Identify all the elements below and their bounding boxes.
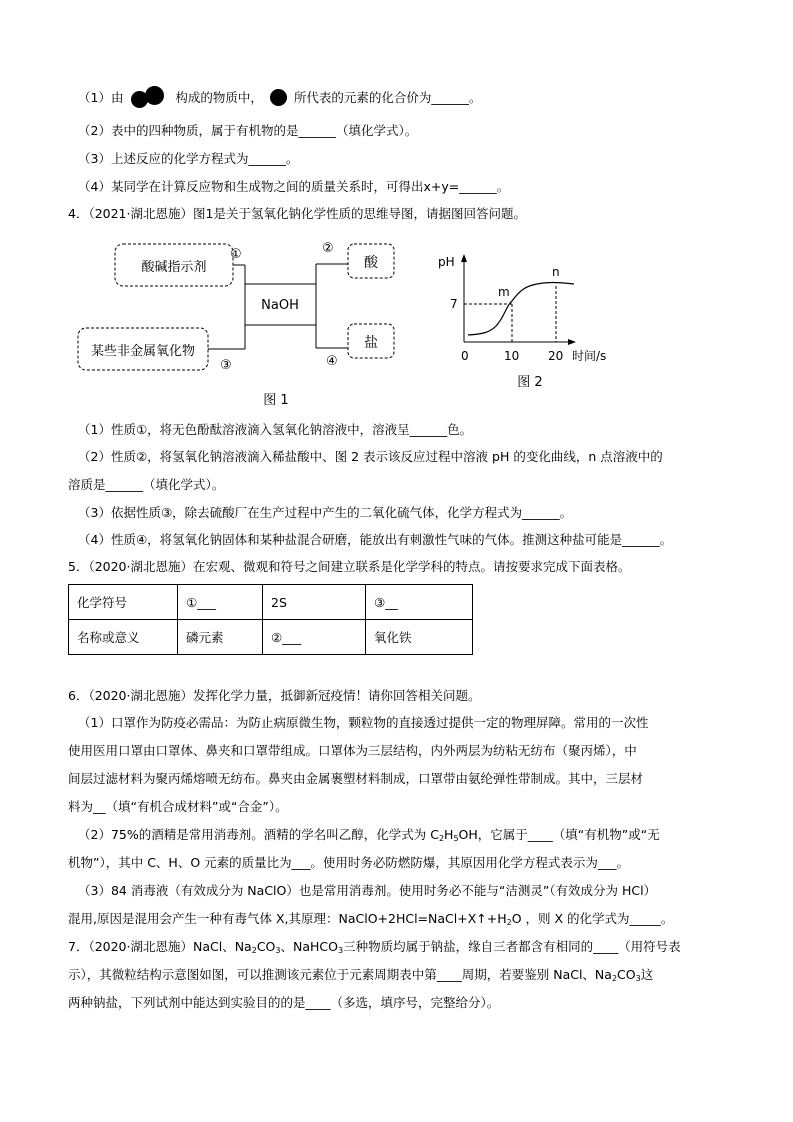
q6-p3b-post: O ，则 X 的化学式为_____。 [511,911,674,926]
q6-p3b-pre: 混用,原因是混用会产生一种有毒气体 X,其原理：NaClO+2HCl=NaCl+X↑+H [68,911,507,926]
q6-p2a-mid: H [444,827,454,842]
box-salt-label: 盐 [364,335,378,351]
sub: 2 [251,946,257,955]
q3-s1-pre: （1）由 [78,90,124,105]
sub: 3 [275,946,281,955]
q4-p4: （4）性质④，将氢氧化钠固体和某种盐混合研磨，能放出有刺激性气味的气体。推测这种盐可能是______。 [78,532,673,547]
q6-p1a: （1）口罩作为防疫必需品：为防止病原微生物，颗粒物的直接透过提供一定的物理屏障。常用的一次性 [78,715,649,730]
q7-l1 [68,938,681,960]
table-cell: 2S [263,585,366,620]
table-cell: 磷元素 [178,620,263,655]
sub: 2 [611,974,618,983]
num-3: ③ [220,358,232,373]
q7-l2-mid: CO [617,967,636,982]
fig2-curve [468,283,574,336]
q6-p2a [78,826,660,848]
q3-s1 [78,86,481,107]
sub: 3 [635,974,641,983]
table-cell: 氧化铁 [366,620,473,655]
q4-stem: 4．（2021·湖北恩施）图1是关于氢氧化钠化学性质的思维导图，请据图回答问题。 [68,206,526,221]
box-acid-label: 酸 [364,255,378,271]
num-4: ④ [326,354,338,369]
q6-p1b: 使用医用口罩由口罩体、鼻夹和口罩带组成。口罩体为三层结构，内外两层为纺粘无纺布（聚丙烯），中 [68,743,637,758]
q6-p3a: （3）84 消毒液（有效成分为 NaClO）也是常用消毒剂。使用时务必不能与“洁测灵”（有效成分为 HCl） [78,883,657,898]
q3-s1-mid: 构成的物质中， [175,90,263,105]
num-2: ② [322,241,334,256]
q4-p1: （1）性质①，将无色酚酞溶液滴入氢氧化钠溶液中，溶液呈______色。 [78,422,473,437]
q7-l2 [68,966,653,988]
num-1: ① [230,247,242,262]
sub: 3 [337,946,344,955]
q7-l2-post: 这 [640,967,654,982]
q7-l2-pre: 示），其微粒结构示意图如图，可以推测该元素位于元素周期表中第____周期，若要鉴别 NaCl、Na [68,967,612,982]
figure-2-ph-curve [432,246,612,396]
fig2-xlabel: 时间/s [572,349,607,363]
q3-s4: （4）某同学在计算反应物和生成物之间的质量关系时，可得出x+y=______。 [78,179,510,194]
q6-stem: 6．（2020·湖北恩施）发挥化学力量，抵御新冠疫情！请你回答相关问题。 [68,688,481,703]
q4-p2a: （2）性质②，将氢氧化钠溶液滴入稀盐酸中、图 2 表示该反应过程中溶液 pH 的变化曲线，n 点溶液中的 [78,449,663,464]
atom-icon [270,89,287,106]
q7-l1-pre: 7．（2020·湖北恩施）NaCl、Na [68,939,252,954]
table-cell: 名称或意义 [69,620,178,655]
table-cell: ①___ [178,585,263,620]
q7-l3: 两种钠盐，下列试剂中能达到实验目的的是____（多选，填序号，完整给分）。 [68,995,500,1010]
fig2-x20: 20 [548,349,564,363]
box-indicator-label: 酸碱指示剂 [141,260,207,275]
q4-p3: （3）依据性质③，除去硫酸厂在生产过程中产生的二氧化硫气体，化学方程式为______。 [78,505,573,520]
q6-p1d: 料为__（填“有机合成材料”或“合金”）。 [68,799,288,814]
q6-p2a-post: OH，它属于____（填“有机物”或“无 [458,827,660,842]
box-naoh-label: NaOH [261,298,299,313]
figure-2-caption: 图 2 [517,375,543,390]
table-cell: 化学符号 [69,585,178,620]
q6-p2b: 机物”），其中 C、H、O 元素的质量比为___。使用时务必防燃防爆，其原因用化学方程式表示为___。 [68,855,630,870]
q3-s3: （3）上述反应的化学方程式为______。 [78,151,299,166]
q7-l1-m1: CO [256,939,276,954]
figure-1-caption: 图 1 [263,393,289,406]
fig2-x10: 10 [504,349,520,363]
q6-p2a-pre: （2）75%的酒精是常用消毒剂。酒精的学名叫乙醇，化学式为 C [78,827,439,842]
fig2-ylabel: pH [438,255,455,269]
q7-l1-m2: 、NaHCO [280,939,338,954]
figure-1-mind-map [70,236,410,406]
q7-l1-post: 三种物质均属于钠盐，缘自三者都含有相同的____（用符号表 [343,939,681,954]
fig2-y7: 7 [450,297,458,311]
fig2-x0: 0 [461,349,469,363]
sub: 2 [506,918,512,927]
table-cell: ③__ [366,585,473,620]
fig2-n: n [552,265,560,279]
q6-p1c: 间层过滤材料为聚丙烯熔喷无纺布。鼻夹由金属裹塑材料制成，口罩带由氨纶弹性带制成。其中，三层材 [68,771,644,786]
table-row [69,585,473,620]
box-nonmetal-label: 某些非金属氧化物 [90,344,196,359]
q3-s1-post: 所代表的元素的化合价为______。 [293,90,482,105]
sub: 5 [453,834,459,843]
q3-s2: （2）表中的四种物质，属于有机物的是______（填化学式）。 [78,123,418,138]
q4-p2b: 溶质是______（填化学式）。 [68,477,225,492]
q5-table [68,584,473,655]
sub: 2 [438,834,445,843]
q5-stem: 5．（2020·湖北恩施）在宏观、微观和符号之间建立联系是化学学科的特点。请按要求完成下面表格。 [68,559,631,574]
table-cell: ②___ [263,620,366,655]
table-row [69,620,473,655]
molecule-two-atoms-icon [131,86,167,106]
q6-p3b [68,910,673,932]
fig2-m: m [498,285,510,299]
